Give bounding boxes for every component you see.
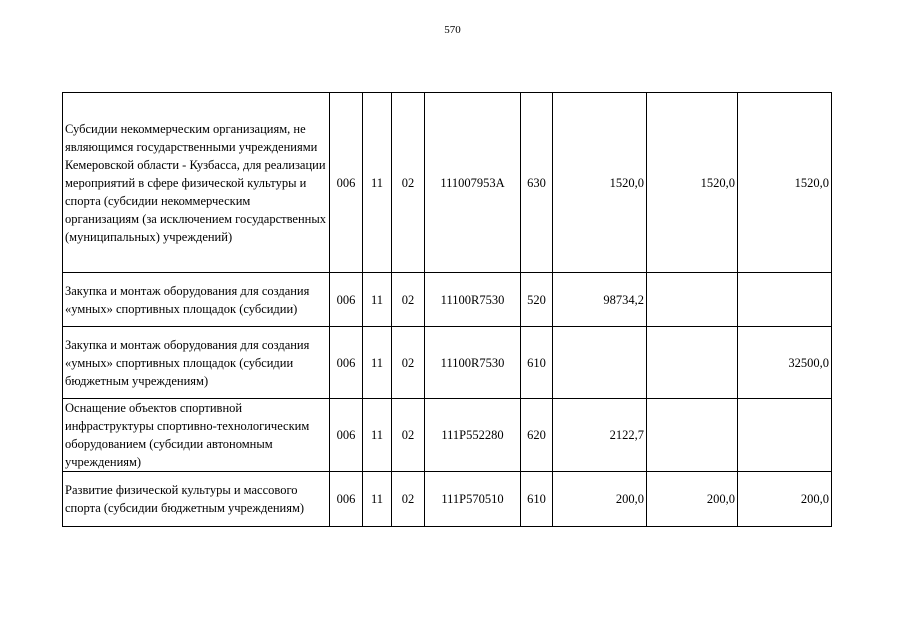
ministry-code: 006	[330, 273, 363, 327]
sum-year-3: 1520,0	[738, 93, 832, 273]
table-row	[63, 93, 832, 273]
target-article-code: 11100R7530	[425, 273, 521, 327]
sum-year-2	[647, 273, 738, 327]
row-description: Закупка и монтаж оборудования для создания «умных» спортивных площадок (субсидии)	[63, 273, 330, 327]
subsection-code: 02	[392, 327, 425, 399]
table-row	[63, 327, 832, 399]
subsection-code: 02	[392, 472, 425, 527]
expense-type-code: 610	[521, 472, 553, 527]
sum-year-1: 2122,7	[553, 399, 647, 472]
section-code: 11	[363, 472, 392, 527]
row-description: Субсидии некоммерческим организациям, не являющимся государственными учреждениями Кемеровской области - Кузбасса, для реализации мероприятий в сфере физической культуры и спорта (субсидии некоммерческим организациям (за исключением государственных (муниципальных) учреждений)	[63, 93, 330, 273]
target-article-code: 111Р570510	[425, 472, 521, 527]
sum-year-3	[738, 273, 832, 327]
sum-year-1: 200,0	[553, 472, 647, 527]
sum-year-3: 32500,0	[738, 327, 832, 399]
sum-year-3	[738, 399, 832, 472]
row-description: Развитие физической культуры и массового спорта (субсидии бюджетным учреждениям)	[63, 472, 330, 527]
budget-table	[62, 92, 832, 527]
table-row	[63, 472, 832, 527]
expense-type-code: 520	[521, 273, 553, 327]
sum-year-2	[647, 399, 738, 472]
section-code: 11	[363, 327, 392, 399]
expense-type-code: 630	[521, 93, 553, 273]
expense-type-code: 620	[521, 399, 553, 472]
sum-year-2: 200,0	[647, 472, 738, 527]
sum-year-1	[553, 327, 647, 399]
sum-year-2	[647, 327, 738, 399]
row-description: Оснащение объектов спортивной инфраструктуры спортивно-технологическим оборудованием (субсидии автономным учреждениям)	[63, 399, 330, 472]
section-code: 11	[363, 273, 392, 327]
table-row	[63, 399, 832, 472]
row-description: Закупка и монтаж оборудования для создания «умных» спортивных площадок (субсидии бюджетным учреждениям)	[63, 327, 330, 399]
target-article-code: 111007953А	[425, 93, 521, 273]
sum-year-3: 200,0	[738, 472, 832, 527]
sum-year-2: 1520,0	[647, 93, 738, 273]
ministry-code: 006	[330, 472, 363, 527]
subsection-code: 02	[392, 399, 425, 472]
expense-type-code: 610	[521, 327, 553, 399]
subsection-code: 02	[392, 93, 425, 273]
target-article-code: 111Р552280	[425, 399, 521, 472]
ministry-code: 006	[330, 327, 363, 399]
sum-year-1: 98734,2	[553, 273, 647, 327]
section-code: 11	[363, 399, 392, 472]
ministry-code: 006	[330, 93, 363, 273]
page-number: 570	[444, 24, 461, 36]
subsection-code: 02	[392, 273, 425, 327]
table-row	[63, 273, 832, 327]
section-code: 11	[363, 93, 392, 273]
sum-year-1: 1520,0	[553, 93, 647, 273]
ministry-code: 006	[330, 399, 363, 472]
target-article-code: 11100R7530	[425, 327, 521, 399]
